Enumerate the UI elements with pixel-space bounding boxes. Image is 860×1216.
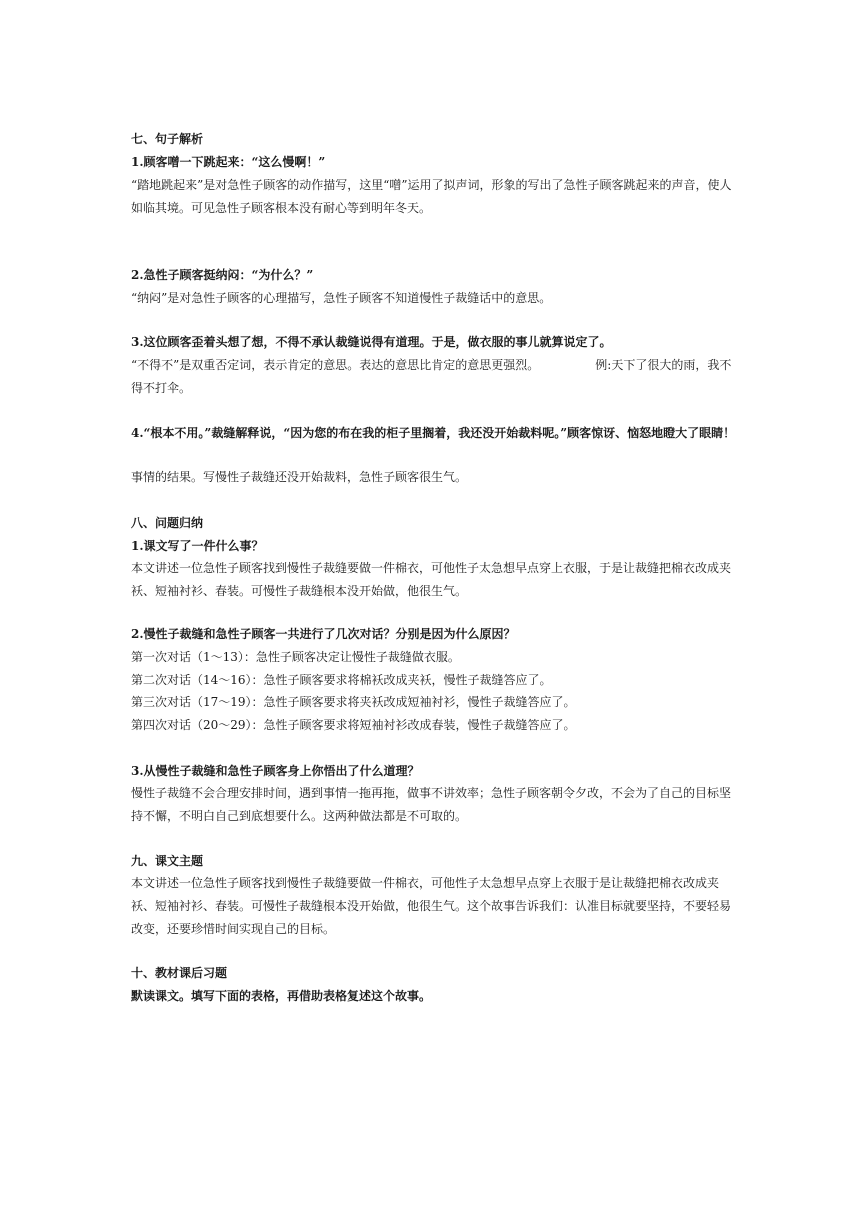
sentence-answer-2: “纳闷”是对急性子顾客的心理描写，急性子顾客不知道慢性子裁缝话中的意思。 — [131, 291, 552, 305]
section-heading-7: 七、句子解析 — [131, 132, 204, 146]
sentence-answer-3-text: “不得不”是双重否定词，表示肯定的意思。表达的意思比肯定的意思更强烈。 — [131, 358, 540, 372]
exercise-task: 默读课文。填写下面的表格，再借助表格复述这个故事。 — [131, 989, 432, 1003]
problem-question-2: 2.慢性子裁缝和急性子顾客一共进行了几次对话？分别是因为什么原因？ — [131, 627, 516, 641]
sentence-question-3: 3.这位顾客歪着头想了想，不得不承认裁缝说得有道理。于是，做衣服的事儿就算说定了。 — [131, 335, 612, 349]
problem-question-3: 3.从慢性子裁缝和急性子顾客身上你悟出了什么道理？ — [131, 764, 420, 778]
sentence-question-1: 1.顾客噌一下跳起来：“这么慢啊！” — [131, 155, 326, 169]
dialogue-line-2: 第二次对话（14～16）：急性子顾客要求将棉袄改成夹袄，慢性子裁缝答应了。 — [131, 673, 552, 687]
sentence-answer-1: “踏地跳起来”是对急性子顾客的动作描写，这里“噌”运用了拟声词，形象的写出了急性子顾客跳起来的声音，使人如临其境。可见急性子顾客根本没有耐心等到明年冬天。 — [131, 178, 732, 215]
problem-question-1: 1.课文写了一件什么事？ — [131, 539, 264, 553]
sentence-question-2: 2.急性子顾客挺纳闷：“为什么？” — [131, 268, 314, 282]
section-heading-8: 八、问题归纳 — [131, 516, 204, 530]
dialogue-line-4: 第四次对话（20～29）：急性子顾客要求将短袖衬衫改成春装，慢性子裁缝答应了。 — [131, 718, 576, 732]
dialogue-line-1: 第一次对话（1～13）：急性子顾客决定让慢性子裁缝做衣服。 — [131, 650, 460, 664]
sentence-answer-3-example: 例:天下了很大的雨，我不得不打伞。 — [131, 358, 732, 395]
sentence-answer-4: 事情的结果。写慢性子裁缝还没开始裁料，急性子顾客很生气。 — [131, 470, 468, 484]
sentence-question-4: 4.“根本不用。”裁缝解释说，“因为您的布在我的柜子里搁着，我还没开始裁料呢。”顾客惊讶、恼怒地瞪大了眼睛！ — [131, 426, 736, 440]
problem-answer-3: 慢性子裁缝不会合理安排时间，遇到事情一拖再拖，做事不讲效率；急性子顾客朝令夕改，不会为了自己的目标坚持不懈，不明白自己到底想要什么。这两种做法都是不可取的。 — [131, 786, 732, 823]
section-heading-10: 十、教材课后习题 — [131, 966, 228, 980]
theme-body: 本文讲述一位急性子顾客找到慢性子裁缝要做一件棉衣，可他性子太急想早点穿上衣服于是让裁缝把棉衣改成夹袄、短袖衬衫、春装。可慢性子裁缝根本没开始做，他很生气。这个故事告诉我们：认准目标就要坚持，不要轻易改变，还要珍惜时间实现自己的目标。 — [131, 876, 732, 936]
sentence-answer-3 — [131, 354, 741, 400]
section-heading-9: 九、课文主题 — [131, 854, 204, 868]
problem-answer-1: 本文讲述一位急性子顾客找到慢性子裁缝要做一件棉衣，可他性子太急想早点穿上衣服，于是让裁缝把棉衣改成夹袄、短袖衬衫、春装。可慢性子裁缝根本没开始做，他很生气。 — [131, 561, 732, 598]
dialogue-line-3: 第三次对话（17～19）：急性子顾客要求将夹袄改成短袖衬衫，慢性子裁缝答应了。 — [131, 695, 576, 709]
